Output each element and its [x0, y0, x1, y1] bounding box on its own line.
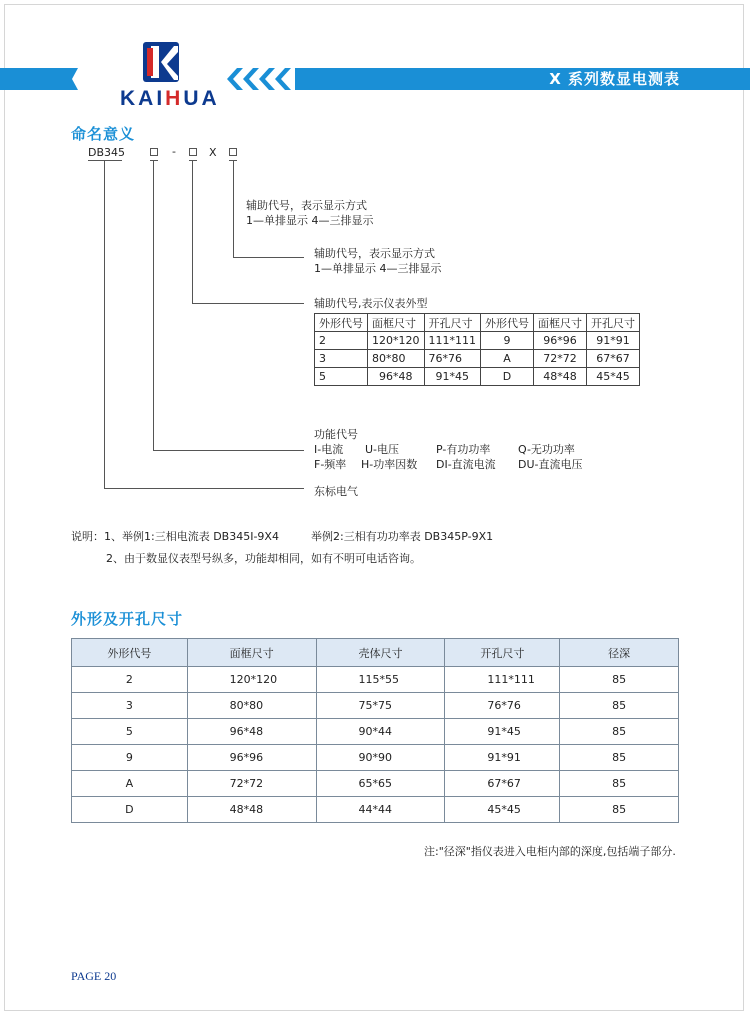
- naming-heading: 命名意义: [71, 125, 136, 143]
- table-cell: 91*45: [424, 368, 481, 386]
- table-cell: 48*48: [187, 797, 316, 823]
- underline: [150, 160, 158, 161]
- table-header: 开孔尺寸: [587, 314, 640, 332]
- note-line1-a: 说明：1、举例1:三相电流表 DB345I-9X4: [71, 530, 279, 543]
- shape-box: [189, 148, 197, 156]
- kaihua-logo-icon: [141, 40, 181, 84]
- table-cell: 3: [315, 350, 368, 368]
- aux2-line1: 辅助代号，表示显示方式: [314, 247, 435, 260]
- x-symbol: X: [209, 146, 217, 159]
- connector-line: [192, 161, 193, 304]
- table-cell: 72*72: [534, 350, 587, 368]
- banner-left-strip: [0, 68, 80, 90]
- table-cell: 111*111: [424, 332, 481, 350]
- note-line1-b: 举例2:三相有功功率表 DB345P-9X1: [311, 530, 494, 543]
- connector-line: [104, 488, 304, 489]
- table-cell: 111*111: [445, 667, 560, 693]
- table-header: 外形代号: [72, 639, 188, 667]
- table-cell: 80*80: [187, 693, 316, 719]
- table-header: 面框尺寸: [534, 314, 587, 332]
- table-cell: A: [481, 350, 534, 368]
- table-cell: 3: [72, 693, 188, 719]
- connector-line: [153, 450, 304, 451]
- table-cell: 90*90: [316, 745, 445, 771]
- company-label: 东标电气: [314, 485, 358, 498]
- function-label: 功能代号: [314, 428, 358, 441]
- function-item: H-功率因数: [361, 458, 418, 471]
- aux-box: [229, 148, 237, 156]
- table-cell: 115*55: [316, 667, 445, 693]
- table-cell: 9: [481, 332, 534, 350]
- shape-label: 辅助代号,表示仪表外型: [314, 297, 428, 310]
- aux2-line2: 1—单排显示 4—三排显示: [314, 262, 442, 275]
- function-item: F-频率: [314, 458, 347, 471]
- function-item: Q-无功功率: [518, 443, 575, 456]
- table-cell: D: [481, 368, 534, 386]
- table-cell: 2: [315, 332, 368, 350]
- table-cell: 45*45: [445, 797, 560, 823]
- table-cell: 96*48: [368, 368, 425, 386]
- depth-footnote: 注:"径深"指仪表进入电柜内部的深度,包括端子部分.: [424, 845, 676, 858]
- table-cell: 9: [72, 745, 188, 771]
- table-header: 面框尺寸: [368, 314, 425, 332]
- function-item: U-电压: [365, 443, 400, 456]
- banner-right-strip: [295, 68, 750, 90]
- table-cell: 85: [560, 667, 679, 693]
- dimensions-heading: 外形及开孔尺寸: [71, 610, 184, 628]
- function-item: DI-直流电流: [436, 458, 496, 471]
- table-header: 开孔尺寸: [424, 314, 481, 332]
- connector-line: [192, 303, 304, 304]
- table-cell: 76*76: [445, 693, 560, 719]
- table-cell: 80*80: [368, 350, 425, 368]
- model-underline: [88, 160, 122, 161]
- table-cell: 85: [560, 745, 679, 771]
- table-cell: 76*76: [424, 350, 481, 368]
- table-cell: 91*91: [587, 332, 640, 350]
- function-item: I-电流: [314, 443, 344, 456]
- table-cell: 45*45: [587, 368, 640, 386]
- table-cell: 96*96: [187, 745, 316, 771]
- dash-symbol: -: [172, 145, 176, 158]
- connector-line: [233, 161, 234, 258]
- table-cell: 91*91: [445, 745, 560, 771]
- table-header: 外形代号: [481, 314, 534, 332]
- note-line2: 2、由于数显仪表型号纵多，功能却相同，如有不明可电话咨询。: [106, 552, 421, 565]
- table-cell: 48*48: [534, 368, 587, 386]
- table-cell: 85: [560, 797, 679, 823]
- table-header: 面框尺寸: [187, 639, 316, 667]
- table-row: [315, 332, 640, 350]
- table-cell: 85: [560, 771, 679, 797]
- chevron-left-icon: [72, 68, 90, 90]
- page-number: PAGE 20: [71, 969, 117, 983]
- chevron-arrows-icon: [225, 68, 295, 90]
- dimensions-table: [71, 638, 679, 823]
- table-cell: 67*67: [587, 350, 640, 368]
- table-row: [72, 797, 679, 823]
- table-cell: 91*45: [445, 719, 560, 745]
- table-cell: A: [72, 771, 188, 797]
- table-cell: 120*120: [187, 667, 316, 693]
- table-row: [315, 368, 640, 386]
- underline: [189, 160, 197, 161]
- table-cell: 96*48: [187, 719, 316, 745]
- connector-line: [104, 161, 105, 489]
- function-item: DU-直流电压: [518, 458, 583, 471]
- table-cell: 75*75: [316, 693, 445, 719]
- function-box: [150, 148, 158, 156]
- series-title: X 系列数显电测表: [549, 70, 680, 88]
- table-header: 开孔尺寸: [445, 639, 560, 667]
- connector-line: [153, 161, 154, 451]
- aux1-line2: 1—单排显示 4—三排显示: [246, 214, 374, 227]
- table-header: 外形代号: [315, 314, 368, 332]
- table-cell: 72*72: [187, 771, 316, 797]
- aux1-line1: 辅助代号，表示显示方式: [246, 199, 367, 212]
- table-cell: 5: [72, 719, 188, 745]
- table-row: [72, 693, 679, 719]
- shape-code-table: [314, 313, 640, 386]
- table-cell: 2: [72, 667, 188, 693]
- table-cell: 120*120: [368, 332, 425, 350]
- table-cell: 96*96: [534, 332, 587, 350]
- table-cell: 44*44: [316, 797, 445, 823]
- table-cell: 85: [560, 719, 679, 745]
- table-cell: 67*67: [445, 771, 560, 797]
- connector-line: [233, 257, 304, 258]
- model-code: DB345: [88, 146, 126, 159]
- table-row: [72, 719, 679, 745]
- table-row: [72, 667, 679, 693]
- table-header: 壳体尺寸: [316, 639, 445, 667]
- table-row: [72, 745, 679, 771]
- table-row: [72, 771, 679, 797]
- table-cell: 5: [315, 368, 368, 386]
- table-cell: 65*65: [316, 771, 445, 797]
- table-header: 径深: [560, 639, 679, 667]
- table-row: [315, 350, 640, 368]
- brand-name: KAIHUA: [120, 87, 220, 110]
- function-item: P-有功功率: [436, 443, 491, 456]
- table-cell: 90*44: [316, 719, 445, 745]
- table-cell: 85: [560, 693, 679, 719]
- table-cell: D: [72, 797, 188, 823]
